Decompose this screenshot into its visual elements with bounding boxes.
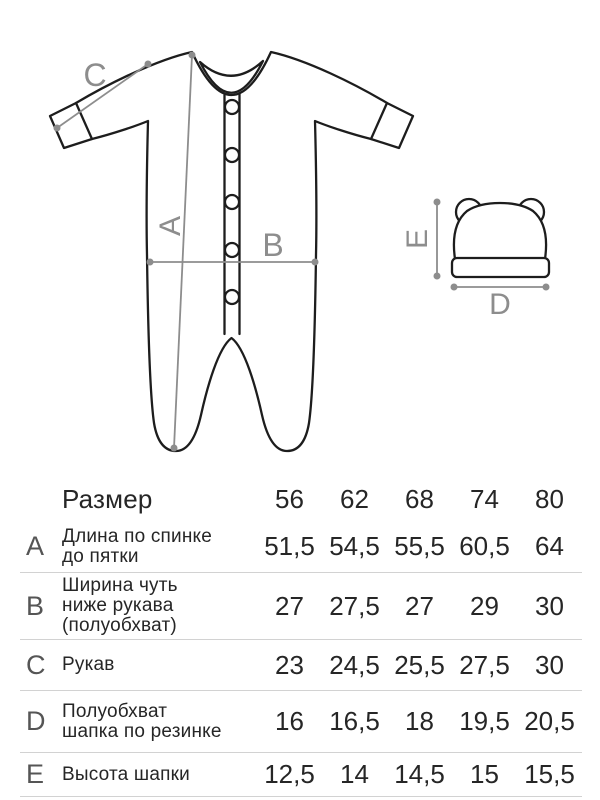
button-icon bbox=[225, 290, 239, 304]
hat-brim bbox=[452, 258, 549, 277]
cell-value: 19,5 bbox=[459, 706, 510, 736]
row-label bbox=[62, 702, 257, 742]
button-icon bbox=[225, 148, 239, 162]
size-74: 74 bbox=[470, 483, 499, 514]
row-letter: C bbox=[26, 649, 46, 680]
cell-value: 18 bbox=[405, 706, 434, 736]
cell-value: 30 bbox=[535, 590, 564, 621]
cell-value: 24,5 bbox=[329, 649, 380, 680]
row-letter: B bbox=[26, 590, 45, 621]
button-icon bbox=[225, 100, 239, 114]
size-68: 68 bbox=[405, 483, 434, 514]
row-label-line: Рукав bbox=[62, 654, 115, 675]
onesie-drawing bbox=[50, 52, 413, 451]
cell-value: 64 bbox=[535, 531, 564, 561]
button-icon bbox=[225, 195, 239, 209]
measure-label-c: C bbox=[83, 57, 107, 93]
cell-value: 30 bbox=[535, 649, 564, 680]
row-label-line: ниже рукава bbox=[62, 595, 174, 616]
hat-dome bbox=[454, 203, 546, 259]
measure-label-a: A bbox=[154, 215, 187, 237]
table-row-e bbox=[20, 753, 582, 797]
cell-value: 54,5 bbox=[329, 531, 380, 561]
cell-value: 14 bbox=[340, 759, 369, 789]
cell-value: 20,5 bbox=[524, 706, 575, 736]
row-label-line: шапка по резинке bbox=[62, 720, 222, 742]
table-row-d bbox=[20, 691, 582, 753]
button-icon bbox=[225, 243, 239, 257]
row-label-line: Полуобхват bbox=[62, 700, 168, 722]
row-label-line: (полуобхват) bbox=[62, 615, 177, 636]
row-letter: A bbox=[26, 531, 45, 561]
table-header-row bbox=[20, 477, 582, 521]
row-label-line: Высота шапки bbox=[62, 763, 190, 785]
cell-value: 25,5 bbox=[394, 649, 445, 680]
cell-value: 23 bbox=[275, 649, 304, 680]
cell-value: 55,5 bbox=[394, 531, 445, 561]
row-letter: E bbox=[26, 759, 45, 789]
cell-value: 16,5 bbox=[329, 706, 380, 736]
row-label bbox=[62, 527, 257, 567]
row-letter: D bbox=[26, 706, 46, 736]
size-table bbox=[20, 477, 582, 797]
row-label-line: до пятки bbox=[62, 545, 139, 567]
size-56: 56 bbox=[275, 483, 304, 514]
row-label-line: Длина по спинке bbox=[62, 525, 213, 547]
row-label-line: Ширина чуть bbox=[62, 575, 178, 596]
cell-value: 15 bbox=[470, 759, 499, 789]
header-size-label: Размер bbox=[62, 484, 153, 514]
table-row-a bbox=[20, 521, 582, 573]
cell-value: 27,5 bbox=[329, 590, 380, 621]
cell-value: 27 bbox=[275, 590, 304, 621]
measure-label-e: E bbox=[401, 228, 434, 250]
measure-label-b: B bbox=[262, 227, 284, 263]
row-label bbox=[62, 655, 257, 675]
measure-label-d: D bbox=[489, 288, 511, 321]
size-62: 62 bbox=[340, 483, 369, 514]
cell-value: 29 bbox=[470, 590, 499, 621]
cell-value: 15,5 bbox=[524, 759, 575, 789]
measure-line-d bbox=[451, 284, 550, 322]
hat-drawing bbox=[452, 199, 549, 277]
cell-value: 27,5 bbox=[459, 649, 510, 680]
cell-value: 14,5 bbox=[394, 759, 445, 789]
table-row-c bbox=[20, 640, 582, 691]
cell-value: 60,5 bbox=[459, 531, 510, 561]
row-label bbox=[62, 576, 257, 636]
cell-value: 27 bbox=[405, 590, 434, 621]
size-80: 80 bbox=[535, 483, 564, 514]
row-label bbox=[62, 765, 257, 785]
cell-value: 12,5 bbox=[264, 759, 315, 789]
table-row-b bbox=[20, 573, 582, 640]
measure-line-e bbox=[401, 199, 441, 280]
cell-value: 51,5 bbox=[264, 531, 315, 561]
cell-value: 16 bbox=[275, 706, 304, 736]
